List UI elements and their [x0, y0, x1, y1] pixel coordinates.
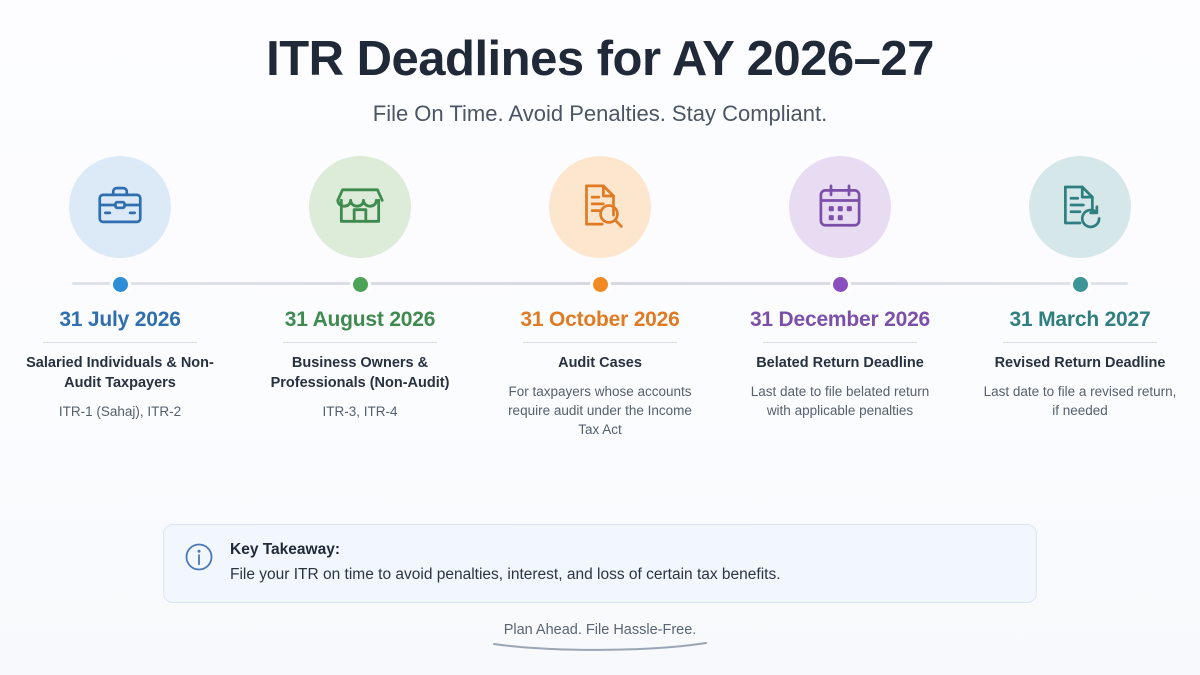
milestone-icon-bubble	[309, 156, 411, 258]
milestone-dot	[353, 277, 368, 292]
milestone-icon-bubble	[789, 156, 891, 258]
milestone-dot	[833, 277, 848, 292]
milestone-divider	[43, 342, 197, 343]
timeline-milestone-october	[480, 155, 720, 439]
milestone-icon-bubble	[69, 156, 171, 258]
timeline	[0, 155, 1200, 455]
timeline-milestone-march	[960, 155, 1200, 439]
footer-underline-swoosh	[492, 641, 708, 651]
milestone-divider	[523, 342, 677, 343]
briefcase-icon	[93, 178, 147, 237]
milestone-detail: For taxpayers whose accounts require audit under the Income Tax Act	[508, 384, 692, 438]
milestone-dot	[593, 277, 608, 292]
key-takeaway-callout	[163, 524, 1037, 603]
timeline-milestone-december	[720, 155, 960, 439]
milestone-heading: Salaried Individuals & Non-Audit Taxpayers	[26, 355, 214, 391]
document-search-icon	[573, 178, 627, 237]
milestone-detail: ITR-3, ITR-4	[322, 403, 398, 419]
document-refresh-icon	[1053, 178, 1107, 237]
milestone-detail: Last date to file belated return with applicable penalties	[750, 384, 930, 419]
footer	[0, 622, 1200, 656]
timeline-milestones	[0, 155, 1200, 439]
milestone-heading: Revised Return Deadline	[994, 355, 1166, 372]
milestone-date: 31 October 2026	[520, 308, 680, 332]
storefront-icon	[332, 177, 388, 238]
milestone-heading: Audit Cases	[558, 355, 642, 372]
milestone-icon-bubble	[1029, 156, 1131, 258]
footer-text: Plan Ahead. File Hassle-Free.	[503, 622, 697, 638]
timeline-milestone-july	[0, 155, 240, 439]
key-takeaway-title: Key Takeaway:	[230, 541, 340, 558]
milestone-divider	[763, 342, 917, 343]
key-takeaway-text: File your ITR on time to avoid penalties, interest, and loss of certain tax benefits.	[230, 565, 781, 583]
milestone-icon-bubble	[549, 156, 651, 258]
milestone-date: 31 August 2026	[284, 308, 436, 332]
milestone-date: 31 December 2026	[749, 308, 931, 332]
milestone-divider	[1003, 342, 1157, 343]
milestone-detail: Last date to file a revised return, if needed	[983, 384, 1177, 419]
milestone-divider	[283, 342, 437, 343]
page-title: ITR Deadlines for AY 2026–27	[266, 32, 934, 86]
milestone-date: 31 July 2026	[59, 308, 181, 332]
milestone-heading: Belated Return Deadline	[756, 355, 924, 372]
milestone-dot	[113, 277, 128, 292]
milestone-heading: Business Owners & Professionals (Non-Audit)	[270, 355, 450, 391]
timeline-milestone-august	[240, 155, 480, 439]
calendar-icon	[813, 178, 867, 237]
milestone-dot	[1073, 277, 1088, 292]
page-subtitle: File On Time. Avoid Penalties. Stay Compliant.	[372, 101, 828, 127]
header	[0, 0, 1200, 127]
milestone-detail: ITR-1 (Sahaj), ITR-2	[58, 403, 182, 419]
info-icon	[184, 542, 214, 577]
key-takeaway-body	[230, 539, 1016, 586]
milestone-date: 31 March 2027	[1009, 308, 1151, 332]
